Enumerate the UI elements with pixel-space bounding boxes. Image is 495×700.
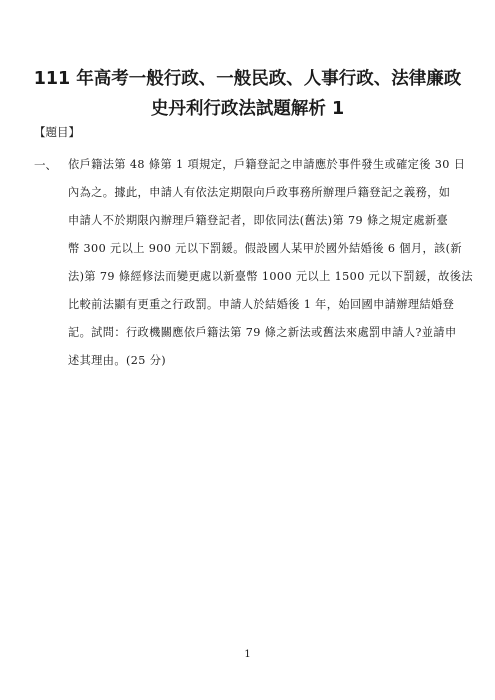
question-text-line: 比較前法顯有更重之行政罰。申請人於結婚後 1 年，始回國申請辦理結婚登 <box>68 298 455 311</box>
question-section-label: 【題目】 <box>34 125 80 139</box>
page-number: 1 <box>244 649 251 660</box>
document-title-line-1: 111 年高考一般行政、一般民政、人事行政、法律廉政 <box>33 69 462 89</box>
document-title-line-2: 史丹利行政法試題解析 1 <box>150 99 345 119</box>
question-text-line: 依戶籍法第 48 條第 1 項規定，戶籍登記之申請應於事件發生或確定後 30 日 <box>68 158 466 171</box>
question-number: 一、 <box>34 158 57 172</box>
question-text-line: 幣 300 元以上 900 元以下罰鍰。假設國人某甲於國外結婚後 6 個月，該(新 <box>68 242 462 255</box>
question-text-line: 法)第 79 條經修法而變更處以新臺幣 1000 元以上 1500 元以下罰鍰，故後法 <box>68 270 473 283</box>
question-text-line: 記。試問：行政機關應依戶籍法第 79 條之新法或舊法來處罰申請人?並請申 <box>68 326 457 339</box>
question-text-line: 申請人不於期限內辦理戶籍登記者，即依同法(舊法)第 79 條之規定處新臺 <box>68 214 449 227</box>
question-text-line: 內為之。據此，申請人有依法定期限向戶政事務所辦理戶籍登記之義務，如 <box>68 186 451 199</box>
question-text-line: 述其理由。(25 分) <box>68 354 167 367</box>
